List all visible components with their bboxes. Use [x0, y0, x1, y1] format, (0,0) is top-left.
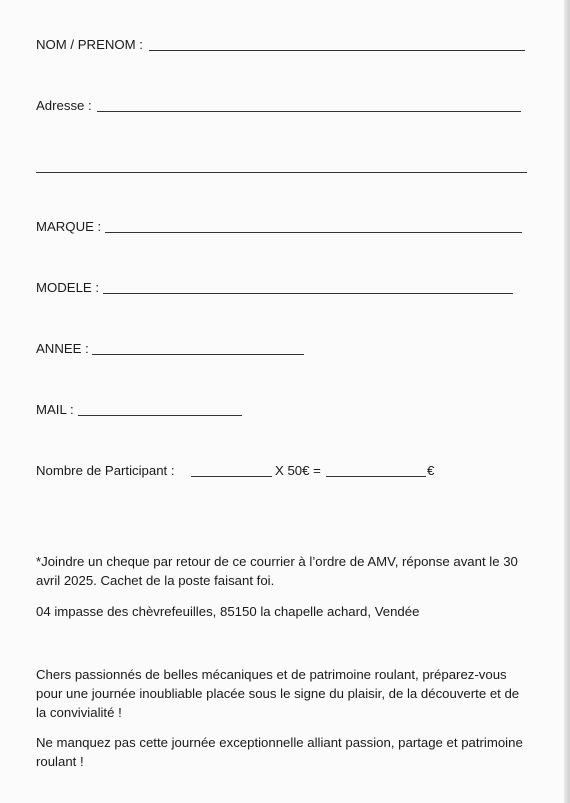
mailing-address: 04 impasse des chèvrefeuilles, 85150 la chapelle achard, Vendée: [36, 604, 420, 619]
participants-label: Nombre de Participant :: [36, 463, 175, 478]
adresse-field-line-1[interactable]: [97, 111, 521, 112]
mail-field[interactable]: [78, 415, 242, 416]
annee-field[interactable]: [92, 354, 304, 355]
page-edge-shadow: [564, 0, 570, 803]
participants-field[interactable]: [191, 476, 272, 477]
intro-paragraph: Chers passionnés de belles mécaniques et de patrimoine roulant, préparez-vous pour une journée inoubliable placée sous le signe du plaisir, de la découverte et de la convivialité !: [36, 667, 520, 720]
nom-prenom-field[interactable]: [149, 50, 525, 51]
price-label: X 50€ =: [275, 463, 321, 478]
closing-paragraph: Ne manquez pas cette journée exceptionnelle alliant passion, partage et patrimoine roulant !: [36, 735, 523, 769]
cheque-note: *Joindre un cheque par retour de ce courrier à l’ordre de AMV, réponse avant le 30 avril 2025. Cachet de la poste faisant foi.: [36, 554, 518, 588]
annee-label: ANNEE :: [36, 341, 89, 356]
mail-label: MAIL :: [36, 402, 74, 417]
nom-prenom-label: NOM / PRENOM :: [36, 37, 143, 52]
total-field[interactable]: [326, 476, 426, 477]
adresse-field-line-2[interactable]: [36, 172, 527, 173]
currency-symbol: €: [427, 463, 435, 478]
marque-field[interactable]: [105, 232, 522, 233]
adresse-label: Adresse :: [36, 98, 92, 113]
marque-label: MARQUE :: [36, 219, 102, 234]
modele-label: MODELE :: [36, 280, 100, 295]
modele-field[interactable]: [103, 293, 513, 294]
